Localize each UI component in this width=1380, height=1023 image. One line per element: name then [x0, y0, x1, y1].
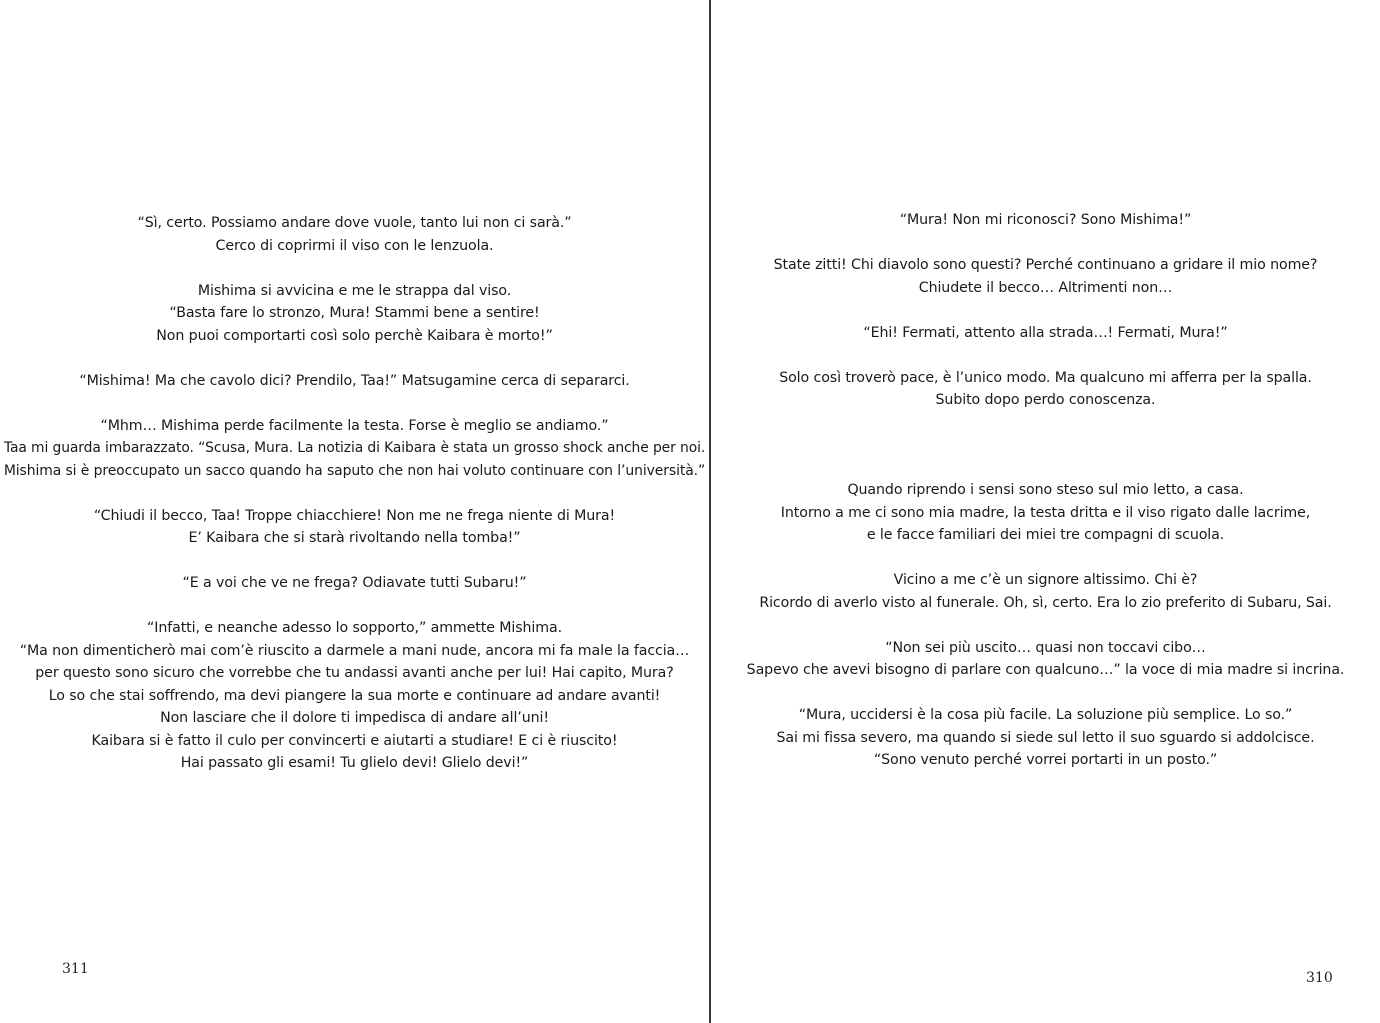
- paragraph-gap: [711, 412, 1380, 435]
- text-line: Hai passato gli esami! Tu glielo devi! Glielo devi!”: [180, 755, 529, 771]
- paragraph-gap: [711, 344, 1380, 367]
- text-line: Non puoi comportarti così solo perchè Kaibara è morto!”: [156, 327, 553, 344]
- text-line: “Ma non dimenticherò mai com’è riuscito a darmele a mani nude, ancora mi fa male la faccia…: [19, 642, 690, 659]
- text-line: “Mura, uccidersi è la cosa più facile. La soluzione più semplice. Lo so.”: [798, 707, 1293, 723]
- text-line: “Sì, certo. Possiamo andare dove vuole, tanto lui non ci sarà.”: [137, 215, 572, 231]
- text-line: Lo so che stai soffrendo, ma devi piangere la sua morte e continuare ad andare avanti!: [48, 687, 661, 704]
- text-line: “Mura! Non mi riconosci? Sono Mishima!”: [899, 212, 1192, 228]
- text-line: Mishima si è preoccupato un sacco quando ha saputo che non hai voluto continuare con l’università.”: [3, 462, 706, 479]
- text-line: Kaibara si è fatto il culo per convincerti e aiutarti a studiare! E ci è riuscito!: [91, 732, 618, 749]
- text-line: Quando riprendo i sensi sono steso sul mio letto, a casa.: [847, 482, 1244, 498]
- text-line: State zitti! Chi diavolo sono questi? Perché continuano a gridare il mio nome?: [773, 257, 1318, 273]
- text-line: “Non sei più uscito… quasi non toccavi cibo…: [885, 639, 1206, 656]
- paragraph-gap: [711, 547, 1380, 570]
- text-line: Sapevo che avevi bisogno di parlare con qualcuno…” la voce di mia madre si incrina.: [746, 662, 1345, 678]
- text-line: “Mhm… Mishima perde facilmente la testa. Forse è meglio se andiamo.”: [100, 417, 609, 434]
- text-line: “E a voi che ve ne frega? Odiavate tutti Subaru!”: [182, 575, 527, 591]
- paragraph-gap: [0, 595, 709, 618]
- text-line: Chiudete il becco… Altrimenti non…: [918, 279, 1173, 296]
- text-line: Mishima si avvicina e me le strappa dal viso.: [197, 282, 512, 299]
- text-line: Sai mi fissa severo, ma quando si siede sul letto il suo sguardo si addolcisce.: [776, 729, 1315, 746]
- text-line: Ricordo di averlo visto al funerale. Oh, sì, certo. Era lo zio preferito di Subaru, Sai.: [759, 594, 1332, 611]
- left-page-number: 311: [62, 961, 89, 977]
- right-page-text: [711, 209, 1380, 772]
- text-line: Intorno a me ci sono mia madre, la testa dritta e il viso rigato dalle lacrime,: [780, 504, 1311, 521]
- text-line: “Infatti, e neanche adesso lo sopporto,” ammette Mishima.: [147, 620, 562, 636]
- paragraph-gap: [711, 232, 1380, 255]
- text-line: Vicino a me c’è un signore altissimo. Chi è?: [893, 572, 1198, 588]
- paragraph-gap: [0, 347, 709, 370]
- paragraph-gap: [0, 482, 709, 505]
- text-line: “Sono venuto perché vorrei portarti in un posto.”: [873, 752, 1218, 768]
- text-line: “Chiudi il becco, Taa! Troppe chiacchiere! Non me ne frega niente di Mura!: [93, 507, 616, 524]
- text-line: Non lasciare che il dolore ti impedisca di andare all’uni!: [160, 710, 549, 726]
- text-line: Taa mi guarda imbarazzato. “Scusa, Mura. La notizia di Kaibara è stata un grosso shock anche per noi.: [3, 440, 706, 456]
- paragraph-gap: [711, 614, 1380, 637]
- paragraph-gap: [711, 434, 1380, 457]
- left-page-text: [0, 212, 709, 775]
- paragraph-gap: [0, 550, 709, 573]
- paragraph-gap: [0, 392, 709, 415]
- text-line: Cerco di coprirmi il viso con le lenzuola.: [215, 237, 494, 254]
- right-page-number: 310: [1306, 970, 1333, 986]
- paragraph-gap: [711, 682, 1380, 705]
- paragraph-gap: [0, 257, 709, 280]
- paragraph-gap: [711, 457, 1380, 480]
- text-line: “Basta fare lo stronzo, Mura! Stammi bene a sentire!: [169, 305, 540, 321]
- text-line: “Ehi! Fermati, attento alla strada…! Fermati, Mura!”: [863, 324, 1228, 341]
- text-line: per questo sono sicuro che vorrebbe che tu andassi avanti anche per lui! Hai capito, Mura?: [35, 665, 674, 681]
- text-line: e le facce familiari dei miei tre compagni di scuola.: [866, 527, 1225, 543]
- text-line: “Mishima! Ma che cavolo dici? Prendilo, Taa!” Matsugamine cerca di separarci.: [79, 372, 630, 389]
- text-line: Solo così troverò pace, è l’unico modo. Ma qualcuno mi afferra per la spalla.: [779, 369, 1312, 386]
- text-line: E’ Kaibara che si starà rivoltando nella tomba!”: [188, 530, 521, 546]
- text-line: Subito dopo perdo conoscenza.: [935, 392, 1156, 408]
- right-page: [711, 0, 1380, 1023]
- paragraph-gap: [711, 299, 1380, 322]
